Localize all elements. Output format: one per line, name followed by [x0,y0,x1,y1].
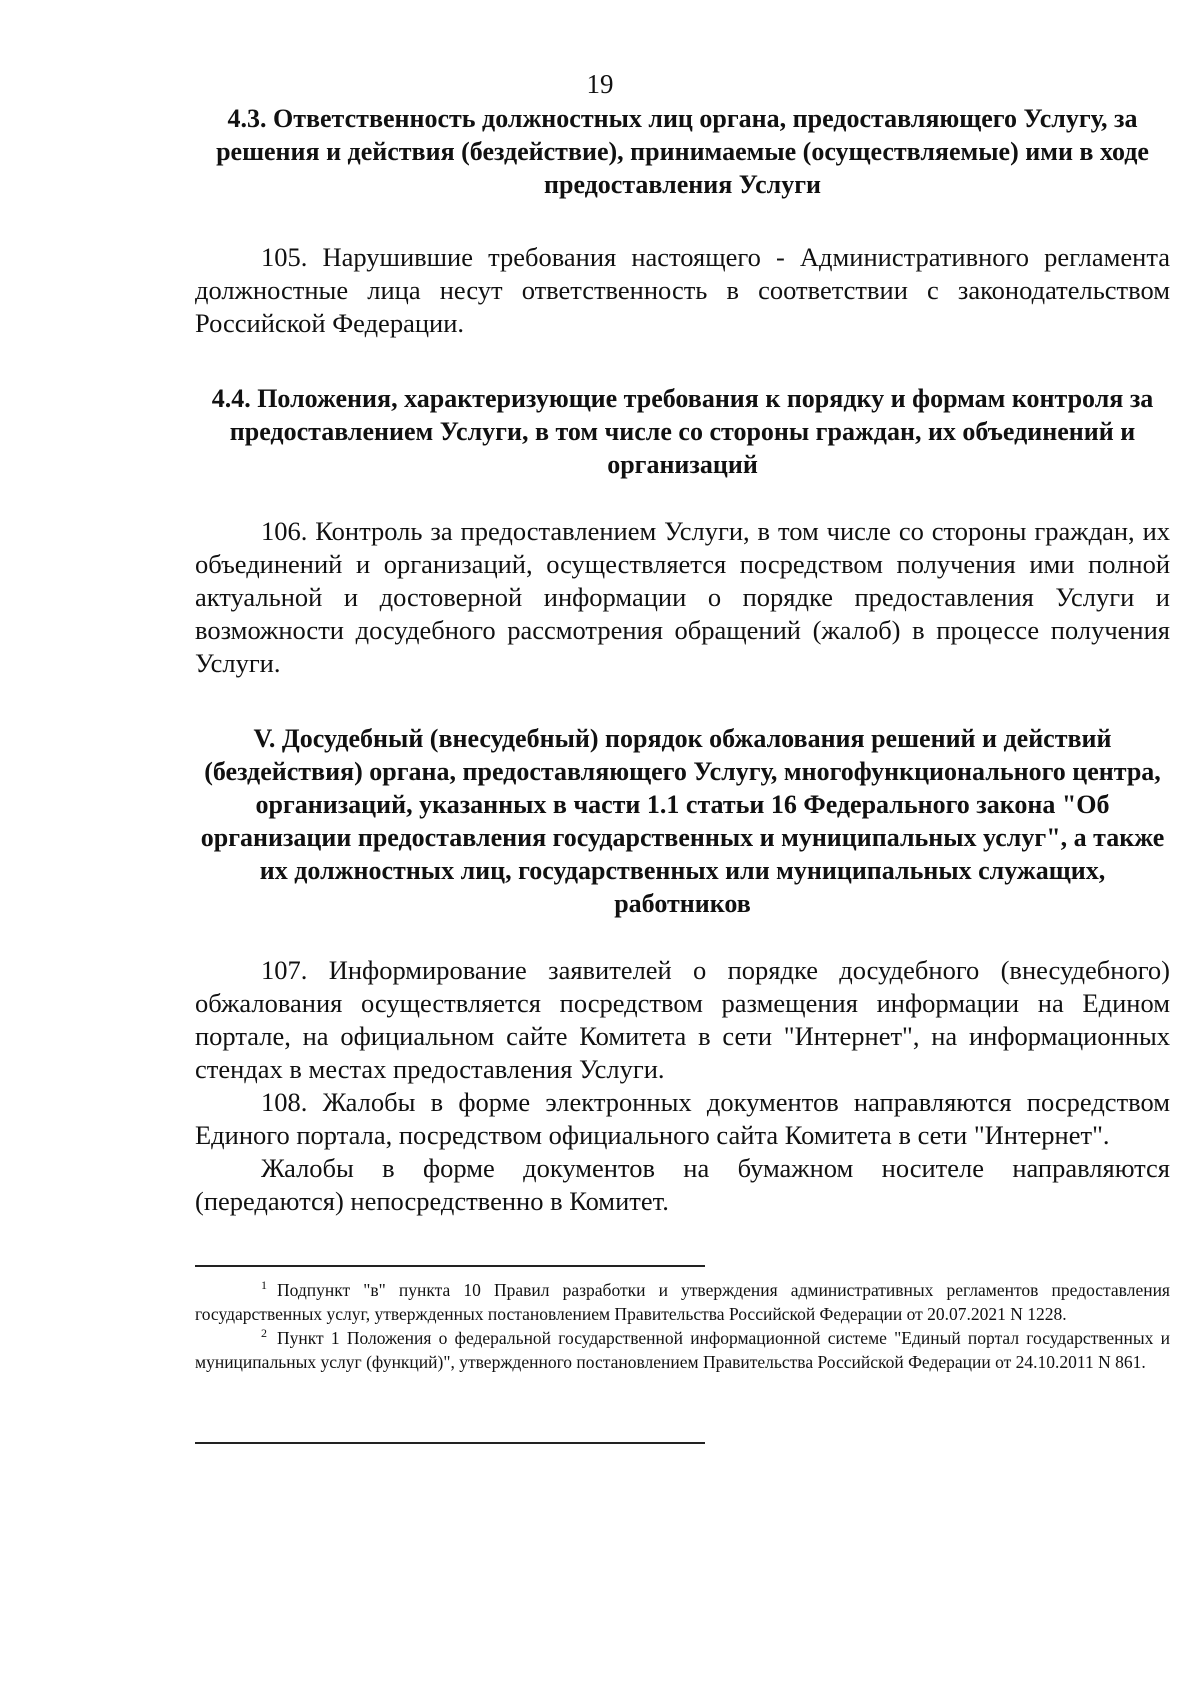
section-heading: V. Досудебный (внесудебный) порядок обжалования решений и действий (бездействия) органа, предоставляющего Услугу, многофункционального центра, организаций, указанных в части 1.1 статьи 16 Федерального закона "Об организации предоставления государственных и муниципальных услуг", а также их должностных лиц, государственных или муниципальных служащих, работников [200,724,1165,918]
footnote-end-divider [195,1442,705,1444]
paragraph-106: 106. Контроль за предоставлением Услуги, в том числе со стороны граждан, их объединений и организаций, осуществляется посредством получения ими полной актуальной и достоверной информации о порядке предоставления Услуги и возможности досудебного рассмотрения обращений (жалоб) в процессе получения Услуги. [195,516,1170,678]
page-number: 19 [586,69,614,99]
footnotes [195,1278,1170,1374]
footnote-text: Пункт 1 Положения о федеральной государственной информационной системе "Единый портал государственных и муниципальных услуг (функций)", утвержденного постановлением Правительства Российской Федерации от 24.10.2011 N 861. [195,1328,1170,1372]
section-heading: 4.4. Положения, характеризующие требования к порядку и формам контроля за предоставлением Услуги, в том числе со стороны граждан, их объединений и организаций [211,384,1154,479]
footnote-text: Подпункт "в" пункта 10 Правил разработки и утверждения административных регламентов предоставления государственных услуг, утвержденных постановлением Правительства Российской Федерации от 20.07.2021 N 1228. [195,1280,1170,1324]
paragraph-105: 105. Нарушившие требования настоящего - Административного регламента должностные лица несут ответственность в соответствии с законодательством Российской Федерации. [195,242,1170,338]
footnote-2 [195,1326,1170,1374]
paragraph-108: 108. Жалобы в форме электронных документов направляются посредством Единого портала, посредством официального сайта Комитета в сети "Интернет". [195,1087,1170,1150]
footnote-marker: 2 [261,1326,267,1341]
footnote-marker: 1 [261,1278,267,1293]
document-body [195,102,1170,1218]
section-v [195,722,1170,1218]
section-heading: 4.3. Ответственность должностных лиц органа, предоставляющего Услугу, за решения и действия (бездействие), принимаемые (осуществляемые) ими в ходе предоставления Услуги [216,104,1149,199]
section-4-4 [195,382,1170,680]
paragraph-107: 107. Информирование заявителей о порядке досудебного (внесудебного) обжалования осуществляется посредством размещения информации на Едином портале, на официальном сайте Комитета в сети "Интернет", на информационных стендах в местах предоставления Услуги. [195,955,1170,1084]
section-4-3 [195,102,1170,340]
paragraph-108-continued: Жалобы в форме документов на бумажном носителе направляются (передаются) непосредственно в Комитет. [195,1153,1170,1216]
footnote-divider [195,1265,705,1267]
footnote-1 [195,1278,1170,1326]
